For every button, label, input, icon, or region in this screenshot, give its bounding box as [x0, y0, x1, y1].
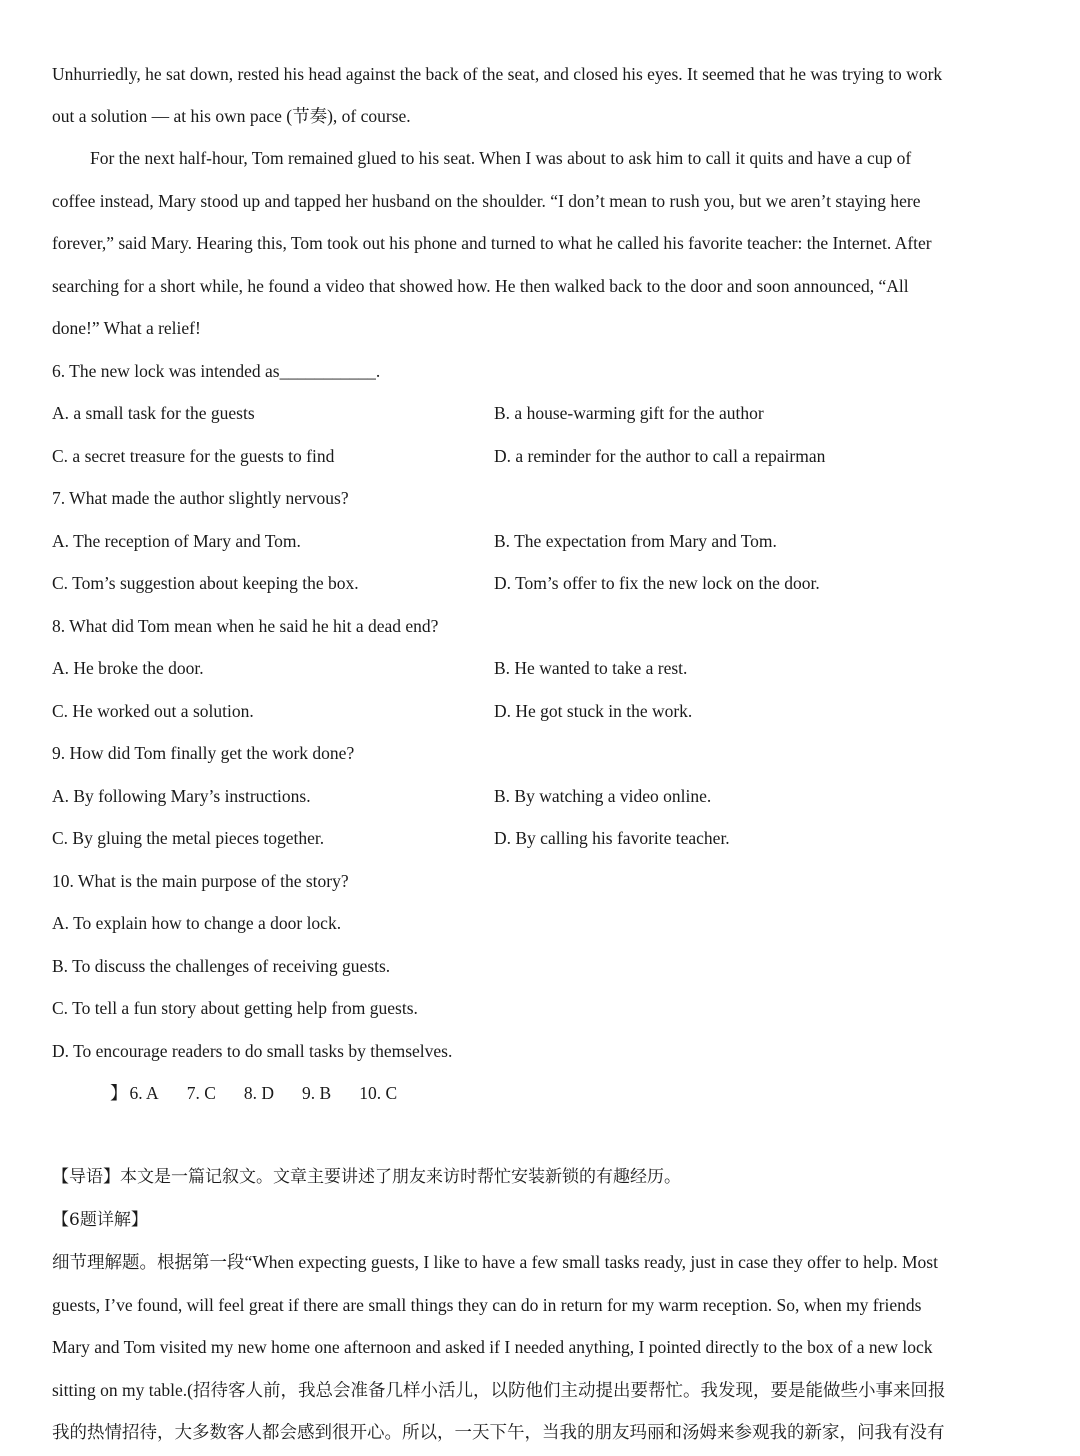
question-stem: 7. What made the author slightly nervous?: [52, 488, 349, 508]
answer-item: 9. B: [302, 1083, 332, 1103]
option-d: D. To encourage readers to do small tasks by themselves.: [52, 1041, 453, 1061]
option-c: C. To tell a fun story about getting help from guests.: [52, 998, 418, 1018]
option-d: D. a reminder for the author to call a repairman: [494, 446, 826, 466]
explanation-line: Mary and Tom visited my new home one afternoon and asked if I needed anything, I pointed directly to the box of a new lock: [52, 1337, 933, 1357]
answer-item: 6. A: [129, 1083, 159, 1103]
question-stem: 8. What did Tom mean when he said he hit a dead end?: [52, 616, 439, 636]
option-c: C. He worked out a solution.: [52, 701, 254, 721]
option-c: C. By gluing the metal pieces together.: [52, 828, 325, 848]
passage-line: forever,” said Mary. Hearing this, Tom took out his phone and turned to what he called his favorite teacher: the Internet. After: [52, 233, 932, 253]
passage-line: done!” What a relief!: [52, 318, 201, 338]
answer-item: 8. D: [243, 1083, 275, 1103]
answer-item: 7. C: [186, 1083, 216, 1103]
passage-line: Unhurriedly, he sat down, rested his head against the back of the seat, and closed his eyes. It seemed that he was trying to work: [52, 64, 943, 84]
option-b: B. The expectation from Mary and Tom.: [494, 531, 777, 551]
explanation-line: 细节理解题。根据第一段“When expecting guests, I like to have a few small tasks ready, just in case they offer to help. Most: [52, 1252, 938, 1272]
option-c: C. a secret treasure for the guests to find: [52, 446, 335, 466]
explanation-heading: 【6题详解】: [52, 1210, 148, 1230]
option-a: A. To explain how to change a door lock.: [52, 913, 342, 933]
explanation-line: 我的热情招待，大多数客人都会感到很开心。所以，一天下午，当我的朋友玛丽和汤姆来参观我的新家，问我有没有: [52, 1422, 945, 1442]
explanation-line: guests, I’ve found, will feel great if there are small things they can do in return for my warm reception. So, when my friends: [52, 1295, 922, 1315]
explanation-intro: 【导语】本文是一篇记叙文。文章主要讲述了朋友来访时帮忙安装新锁的有趣经历。: [52, 1167, 681, 1187]
answer-key: [110, 1085, 425, 1103]
option-d: D. Tom’s offer to fix the new lock on the door.: [494, 573, 820, 593]
option-b: B. a house-warming gift for the author: [494, 403, 764, 423]
option-c: C. Tom’s suggestion about keeping the box.: [52, 573, 359, 593]
option-b: B. He wanted to take a rest.: [494, 658, 688, 678]
explanation-line: sitting on my table.(招待客人前，我总会准备几样小活儿，以防他们主动提出要帮忙。我发现，要是能做些小事来回报: [52, 1380, 946, 1400]
option-d: D. He got stuck in the work.: [494, 701, 693, 721]
question-stem: 9. How did Tom finally get the work done?: [52, 743, 355, 763]
answer-bracket: 】: [110, 1083, 128, 1103]
option-a: A. By following Mary’s instructions.: [52, 786, 311, 806]
answer-item: 10. C: [359, 1083, 398, 1103]
option-b: B. By watching a video online.: [494, 786, 712, 806]
option-b: B. To discuss the challenges of receiving guests.: [52, 956, 391, 976]
question-stem: 6. The new lock was intended as___________.: [52, 361, 381, 381]
option-d: D. By calling his favorite teacher.: [494, 828, 730, 848]
passage-line: For the next half-hour, Tom remained glued to his seat. When I was about to ask him to call it quits and have a cup of: [90, 148, 912, 168]
passage-line: out a solution — at his own pace (节奏), of course.: [52, 106, 411, 126]
option-a: A. He broke the door.: [52, 658, 204, 678]
passage-line: coffee instead, Mary stood up and tapped her husband on the shoulder. “I don’t mean to rush you, but we aren’t staying here: [52, 191, 921, 211]
option-a: A. a small task for the guests: [52, 403, 255, 423]
option-a: A. The reception of Mary and Tom.: [52, 531, 301, 551]
question-stem: 10. What is the main purpose of the story?: [52, 871, 349, 891]
passage-line: searching for a short while, he found a video that showed how. He then walked back to the door and soon announced, “All: [52, 276, 909, 296]
